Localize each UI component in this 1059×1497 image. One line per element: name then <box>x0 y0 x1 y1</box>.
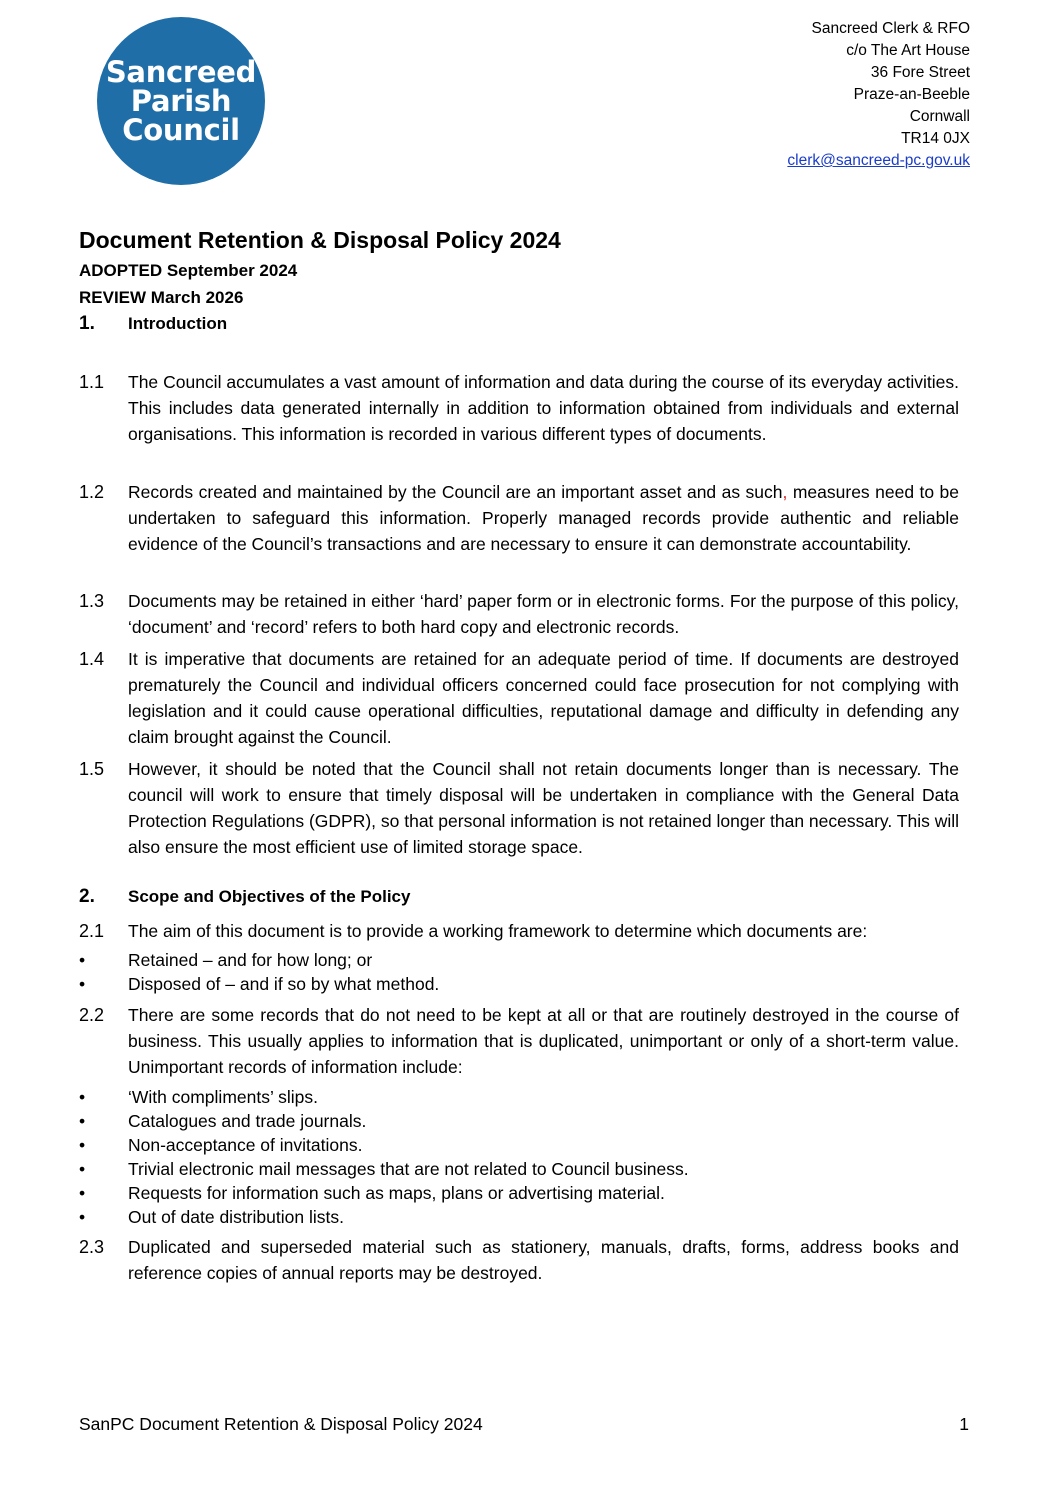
list-item <box>79 1085 318 1109</box>
section-title: Introduction <box>128 314 228 333</box>
adopted-date: ADOPTED September 2024 <box>79 261 298 280</box>
paragraph-text: The aim of this document is to provide a working framework to determine which documents are: <box>128 921 868 941</box>
list-item <box>79 1181 665 1205</box>
paragraph-text <box>128 479 959 557</box>
list-item-text: ‘With compliments’ slips. <box>128 1087 318 1107</box>
footer-title: SanPC Document Retention & Disposal Policy 2024 <box>79 1414 483 1434</box>
bullet-icon: • <box>79 1111 86 1131</box>
bullet-icon: • <box>79 974 86 994</box>
paragraph-1-1 <box>79 369 959 447</box>
address-line: c/o The Art House <box>846 42 970 59</box>
paragraph-1-3 <box>79 588 959 640</box>
paragraph-number: 2.3 <box>79 1237 105 1257</box>
bullet-icon: • <box>79 950 86 970</box>
text-segment: measures need to be undertaken to safeguard this information. Properly managed records provide authentic and reliable evidence of the Council’s transactions and are necessary to ensure it can demonstrate accountability. <box>128 482 960 554</box>
logo-line-3: Council <box>122 112 240 147</box>
bullet-icon: • <box>79 1159 86 1179</box>
address-line: Praze-an-Beeble <box>853 86 970 103</box>
paragraph-text: The Council accumulates a vast amount of information and data during the course of its everyday activities. This includes data generated internally in addition to information obtained from individuals and external organisations. This information is recorded in various different types of documents. <box>128 372 959 444</box>
paragraph-number: 1.4 <box>79 649 105 669</box>
bullet-icon: • <box>79 1135 86 1155</box>
address-line: 36 Fore Street <box>870 64 970 81</box>
paragraph-number: 2.2 <box>79 1005 105 1025</box>
paragraph-text: Documents may be retained in either ‘hard’ paper form or in electronic forms. For the purpose of this policy, ‘document’ and ‘record’ refers to both hard copy and electronic records. <box>128 591 959 637</box>
section-title: Scope and Objectives of the Policy <box>128 887 411 906</box>
bullet-icon: • <box>79 1183 86 1203</box>
page-number: 1 <box>959 1414 969 1434</box>
paragraph-number: 1.3 <box>79 591 105 611</box>
paragraph-number: 1.2 <box>79 482 105 502</box>
paragraph-1-4 <box>79 646 959 750</box>
list-item-text: Retained – and for how long; or <box>128 950 373 970</box>
list-item-text: Trivial electronic mail messages that are not related to Council business. <box>128 1159 689 1179</box>
list-item <box>79 948 372 972</box>
list-item <box>79 972 439 996</box>
list-item-text: Requests for information such as maps, plans or advertising material. <box>128 1183 665 1203</box>
section-1-heading <box>79 313 227 335</box>
text-segment: Records created and maintained by the Council are an important asset and as such <box>128 482 783 502</box>
address-line: Cornwall <box>909 108 970 125</box>
review-date: REVIEW March 2026 <box>79 288 244 307</box>
bullet-icon: • <box>79 1207 86 1227</box>
list-item <box>79 1157 689 1181</box>
paragraph-1-5 <box>79 756 959 860</box>
list-item-text: Non-acceptance of invitations. <box>128 1135 363 1155</box>
address-line: Sancreed Clerk & RFO <box>811 20 970 37</box>
paragraph-text: It is imperative that documents are retained for an adequate period of time. If documents are destroyed prematurely the Council and individual officers concerned could face prosecution for not complying with legislation and it could cause operational difficulties, reputational damage and difficulty in defending any claim brought against the Council. <box>128 649 959 747</box>
highlighted-comma: , <box>782 482 788 502</box>
address-block <box>787 18 970 172</box>
email-link[interactable]: clerk@sancreed-pc.gov.uk <box>787 152 970 169</box>
paragraph-number: 2.1 <box>79 921 105 941</box>
paragraph-text: Duplicated and superseded material such as stationery, manuals, drafts, forms, address books and reference copies of annual reports may be destroyed. <box>128 1237 959 1283</box>
paragraph-number: 1.1 <box>79 372 105 392</box>
list-item-text: Catalogues and trade journals. <box>128 1111 367 1131</box>
bullet-icon: • <box>79 1087 86 1107</box>
paragraph-number: 1.5 <box>79 759 105 779</box>
list-item-text: Out of date distribution lists. <box>128 1207 344 1227</box>
section-number: 1. <box>79 313 95 334</box>
logo-line-2: Parish <box>130 83 232 118</box>
page-footer <box>79 1414 969 1435</box>
paragraph-text: There are some records that do not need to be kept at all or that are routinely destroyed in the course of business. This usually applies to information that is duplicated, unimportant or only of a short-term value. Unimportant records of information include: <box>128 1005 959 1077</box>
section-number: 2. <box>79 886 95 907</box>
document-title: Document Retention & Disposal Policy 2024 <box>79 227 561 253</box>
list-item-text: Disposed of – and if so by what method. <box>128 974 440 994</box>
paragraph-1-2 <box>79 479 959 557</box>
list-item <box>79 1133 362 1157</box>
section-2-heading <box>79 886 410 908</box>
paragraph-text: However, it should be noted that the Council shall not retain documents longer than is necessary. The council will work to ensure that timely disposal will be undertaken in compliance with the General Data Protection Regulations (GDPR), so that personal information is not retained longer than necessary. This will also ensure the most efficient use of limited storage space. <box>128 759 960 857</box>
paragraph-2-2 <box>79 1002 959 1080</box>
paragraph-2-1 <box>79 918 959 944</box>
paragraph-2-3 <box>79 1234 959 1286</box>
address-line: TR14 0JX <box>901 130 970 147</box>
list-item <box>79 1205 344 1229</box>
logo-line-1: Sancreed <box>105 54 257 89</box>
list-item <box>79 1109 366 1133</box>
council-logo <box>97 17 265 185</box>
